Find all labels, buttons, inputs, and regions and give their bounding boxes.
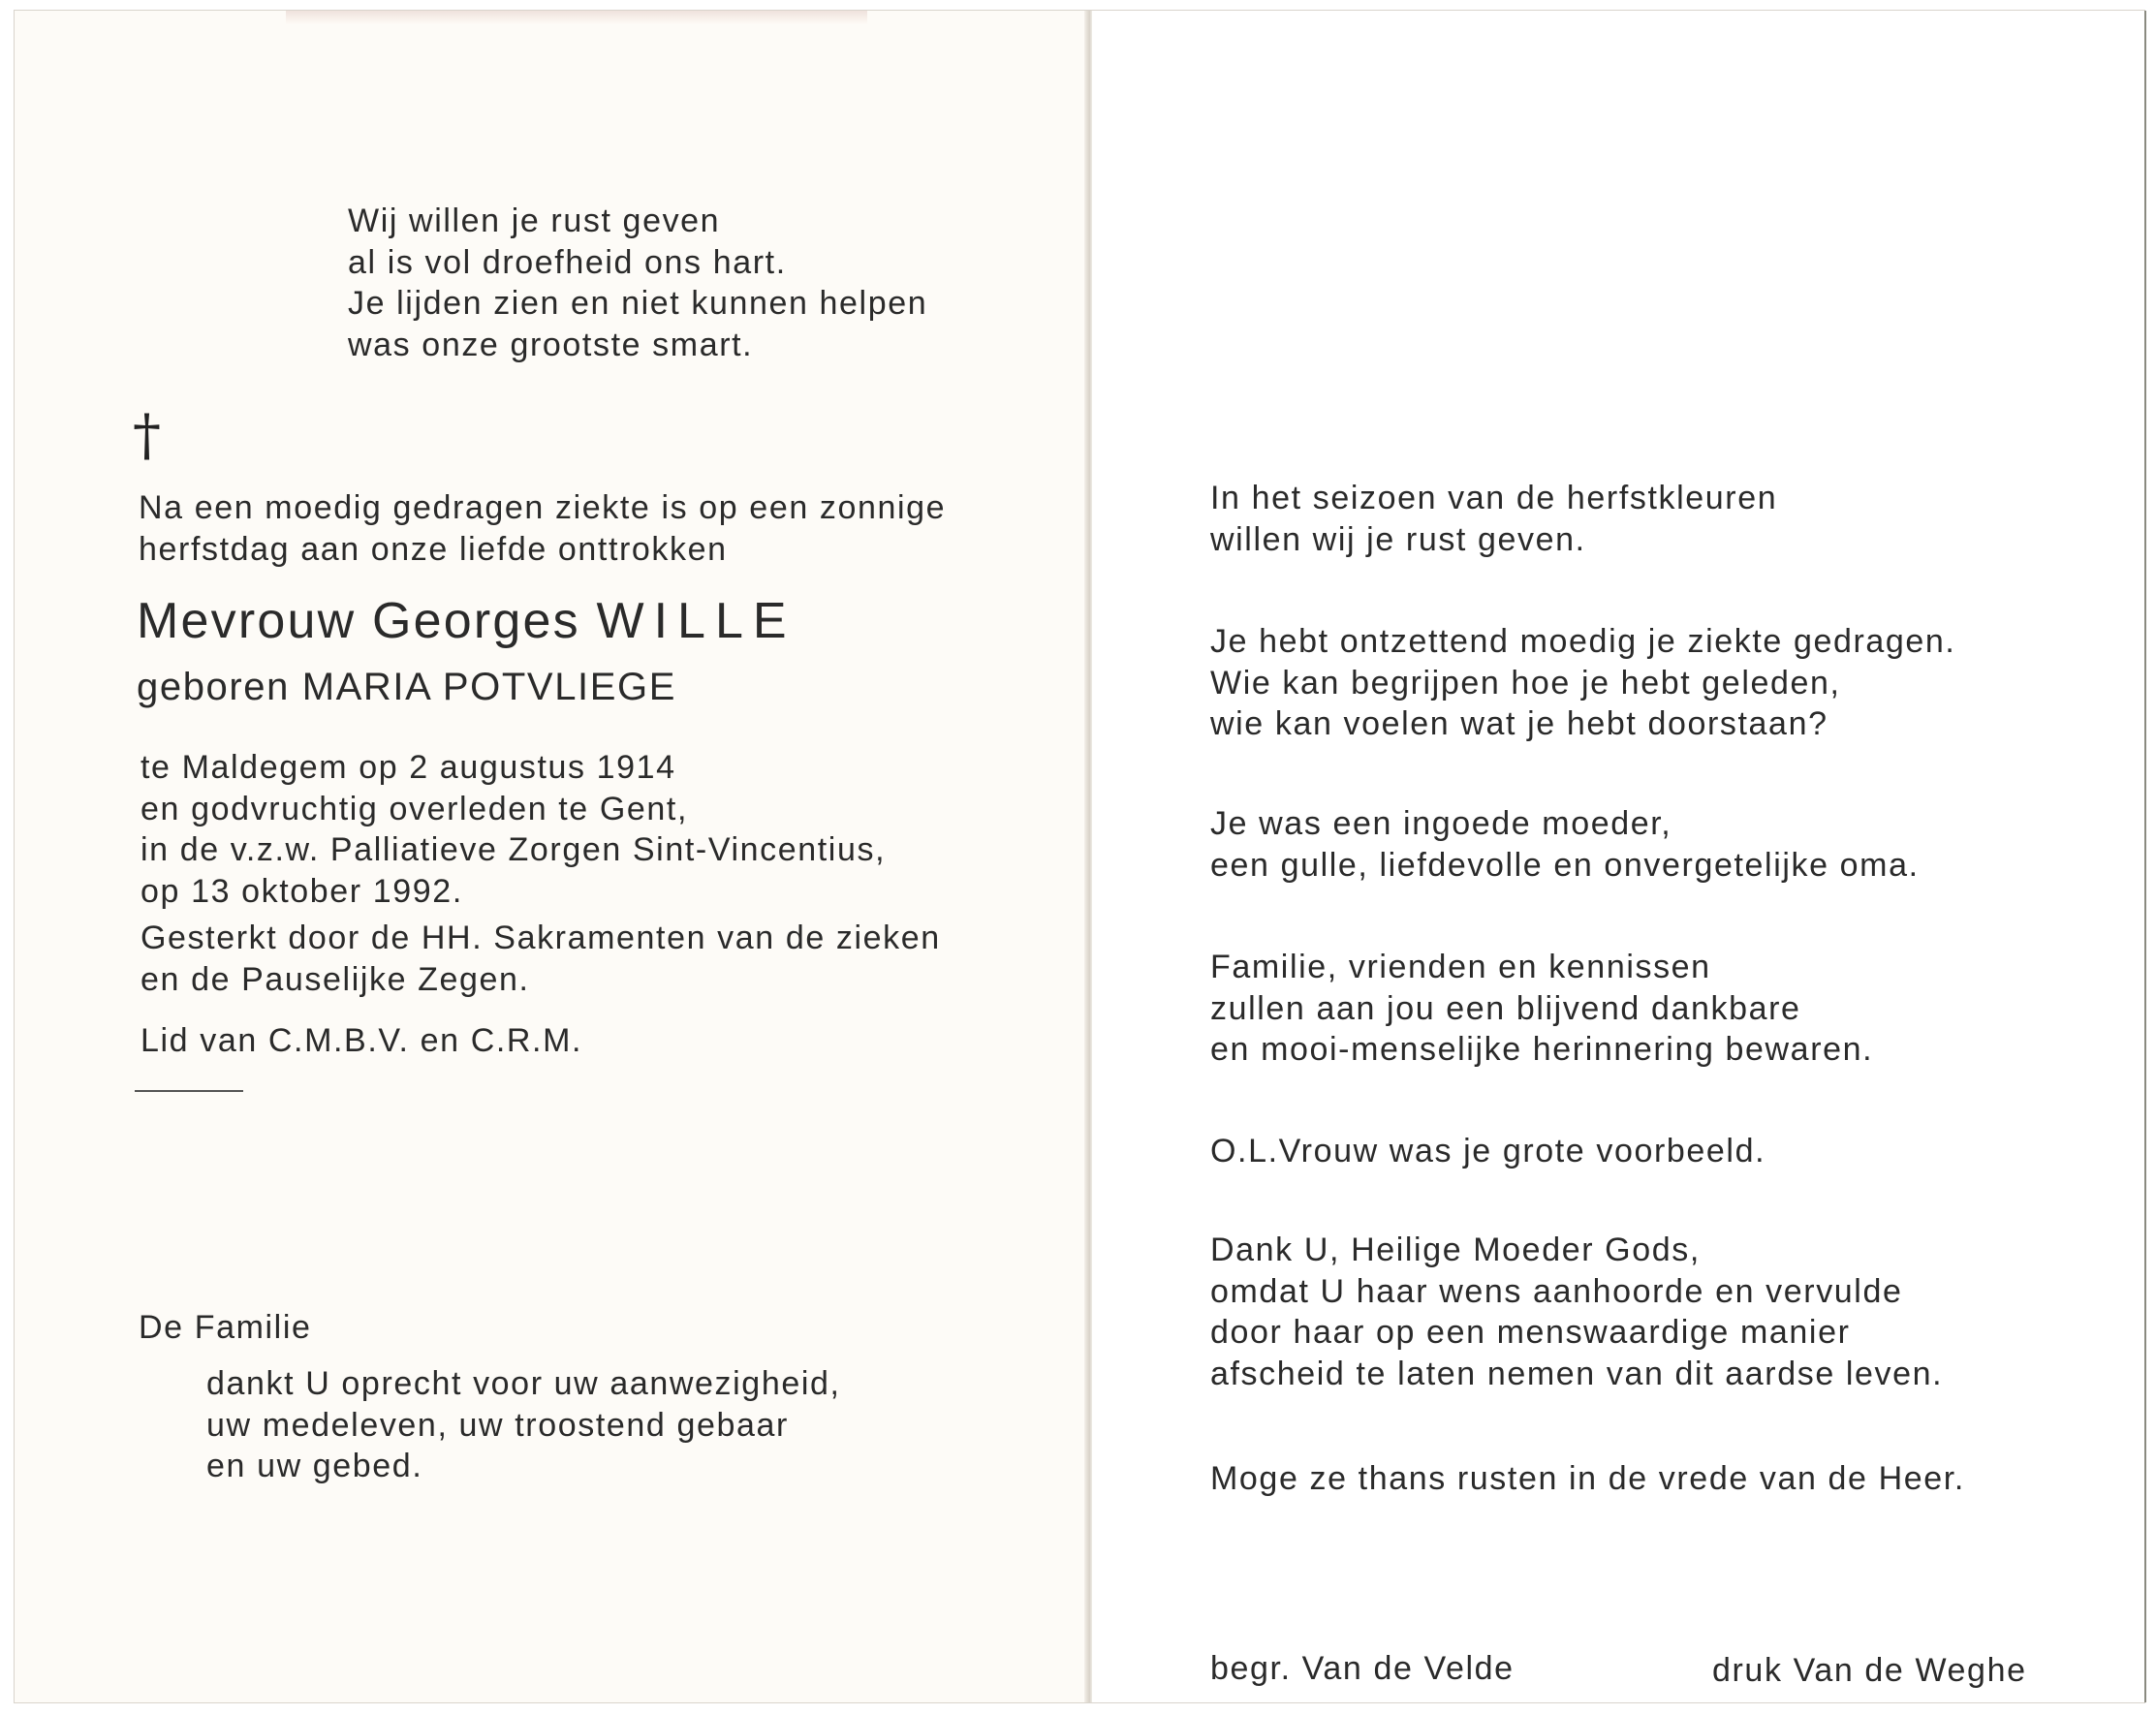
name-prefix: Mevrouw Georges	[137, 593, 580, 649]
sacraments-text	[141, 918, 941, 1000]
stanza-line: en mooi-menselijke herinnering bewaren.	[1210, 1031, 1874, 1068]
left-panel	[15, 11, 1088, 1702]
stanza-line: Je hebt ontzettend moedig je ziekte gedragen.	[1210, 623, 1956, 660]
surname: WILLE	[596, 593, 797, 649]
stanza-line: zullen aan jou een blijvend dankbare	[1210, 989, 1801, 1027]
intro-text	[139, 487, 946, 570]
stanza-line: O.L.Vrouw was je grote voorbeeld.	[1210, 1133, 1766, 1169]
detail-line: en godvruchtig overleden te Gent,	[141, 790, 689, 827]
stanza-line: willen wij je rust geven.	[1210, 520, 1586, 558]
poem-line: Je lijden zien en niet kunnen helpen	[348, 285, 928, 322]
stanza-line: wie kan voelen wat je hebt doorstaan?	[1210, 705, 1828, 742]
stanza-line: Moge ze thans rusten in de vrede van de Heer.	[1210, 1460, 1965, 1497]
stanza-line: Je was een ingoede moeder,	[1210, 805, 1672, 842]
opening-poem	[348, 201, 927, 365]
paper-stain	[286, 11, 867, 24]
stanza-line: door haar op een menswaardige manier	[1210, 1314, 1851, 1351]
family-label: De Familie	[139, 1309, 312, 1346]
intro-line: Na een moedig gedragen ziekte is op een zonnige	[139, 489, 947, 526]
thanks-line: uw medeleven, uw troostend gebaar	[206, 1406, 789, 1444]
thanks-line: en uw gebed.	[206, 1448, 423, 1484]
detail-line: op 13 oktober 1992.	[141, 872, 463, 910]
undertaker-credit: begr. Van de Velde	[1210, 1650, 1515, 1687]
birth-name: geboren MARIA POTVLIEGE	[137, 666, 677, 708]
stanza	[1210, 1458, 1965, 1500]
life-details	[141, 747, 886, 912]
detail-line: te Maldegem op 2 augustus 1914	[141, 749, 676, 786]
intro-line: herfstdag aan onze liefde onttrokken	[139, 530, 728, 568]
cross-symbol: †	[133, 402, 161, 468]
stanza	[1210, 947, 1873, 1071]
stanza-line: omdat U haar wens aanhoorde en vervulde	[1210, 1272, 1903, 1310]
printer-credit: druk Van de Weghe	[1712, 1652, 2027, 1689]
poem-line: Wij willen je rust geven	[348, 203, 721, 239]
stanza	[1210, 1230, 1943, 1394]
stanza-line: een gulle, liefdevolle en onvergetelijke oma.	[1210, 846, 1920, 884]
sacrament-line: en de Pauselijke Zegen.	[141, 960, 530, 998]
memorial-card	[14, 10, 2145, 1703]
stanza-line: Familie, vrienden en kennissen	[1210, 949, 1711, 985]
stanza	[1210, 621, 1955, 745]
stanza-line: Wie kan begrijpen hoe je hebt geleden,	[1210, 664, 1841, 702]
poem-line: was onze grootste smart.	[348, 326, 754, 363]
detail-line: in de v.z.w. Palliatieve Zorgen Sint-Vincentius,	[141, 831, 887, 868]
poem-line: al is vol droefheid ons hart.	[348, 243, 787, 281]
family-thanks	[206, 1363, 841, 1487]
stanza	[1210, 1131, 1765, 1172]
deceased-name	[137, 592, 797, 650]
stanza-line: Dank U, Heilige Moeder Gods,	[1210, 1232, 1701, 1268]
stanza-line: In het seizoen van de herfstkleuren	[1210, 480, 1778, 516]
membership-text: Lid van C.M.B.V. en C.R.M.	[141, 1022, 583, 1059]
right-panel	[1092, 11, 2146, 1702]
thanks-line: dankt U oprecht voor uw aanwezigheid,	[206, 1365, 841, 1402]
separator-line	[135, 1090, 243, 1092]
stanza	[1210, 803, 1920, 886]
sacrament-line: Gesterkt door de HH. Sakramenten van de zieken	[141, 920, 941, 956]
stanza-line: afscheid te laten nemen van dit aardse leven.	[1210, 1355, 1944, 1392]
stanza	[1210, 478, 1777, 560]
